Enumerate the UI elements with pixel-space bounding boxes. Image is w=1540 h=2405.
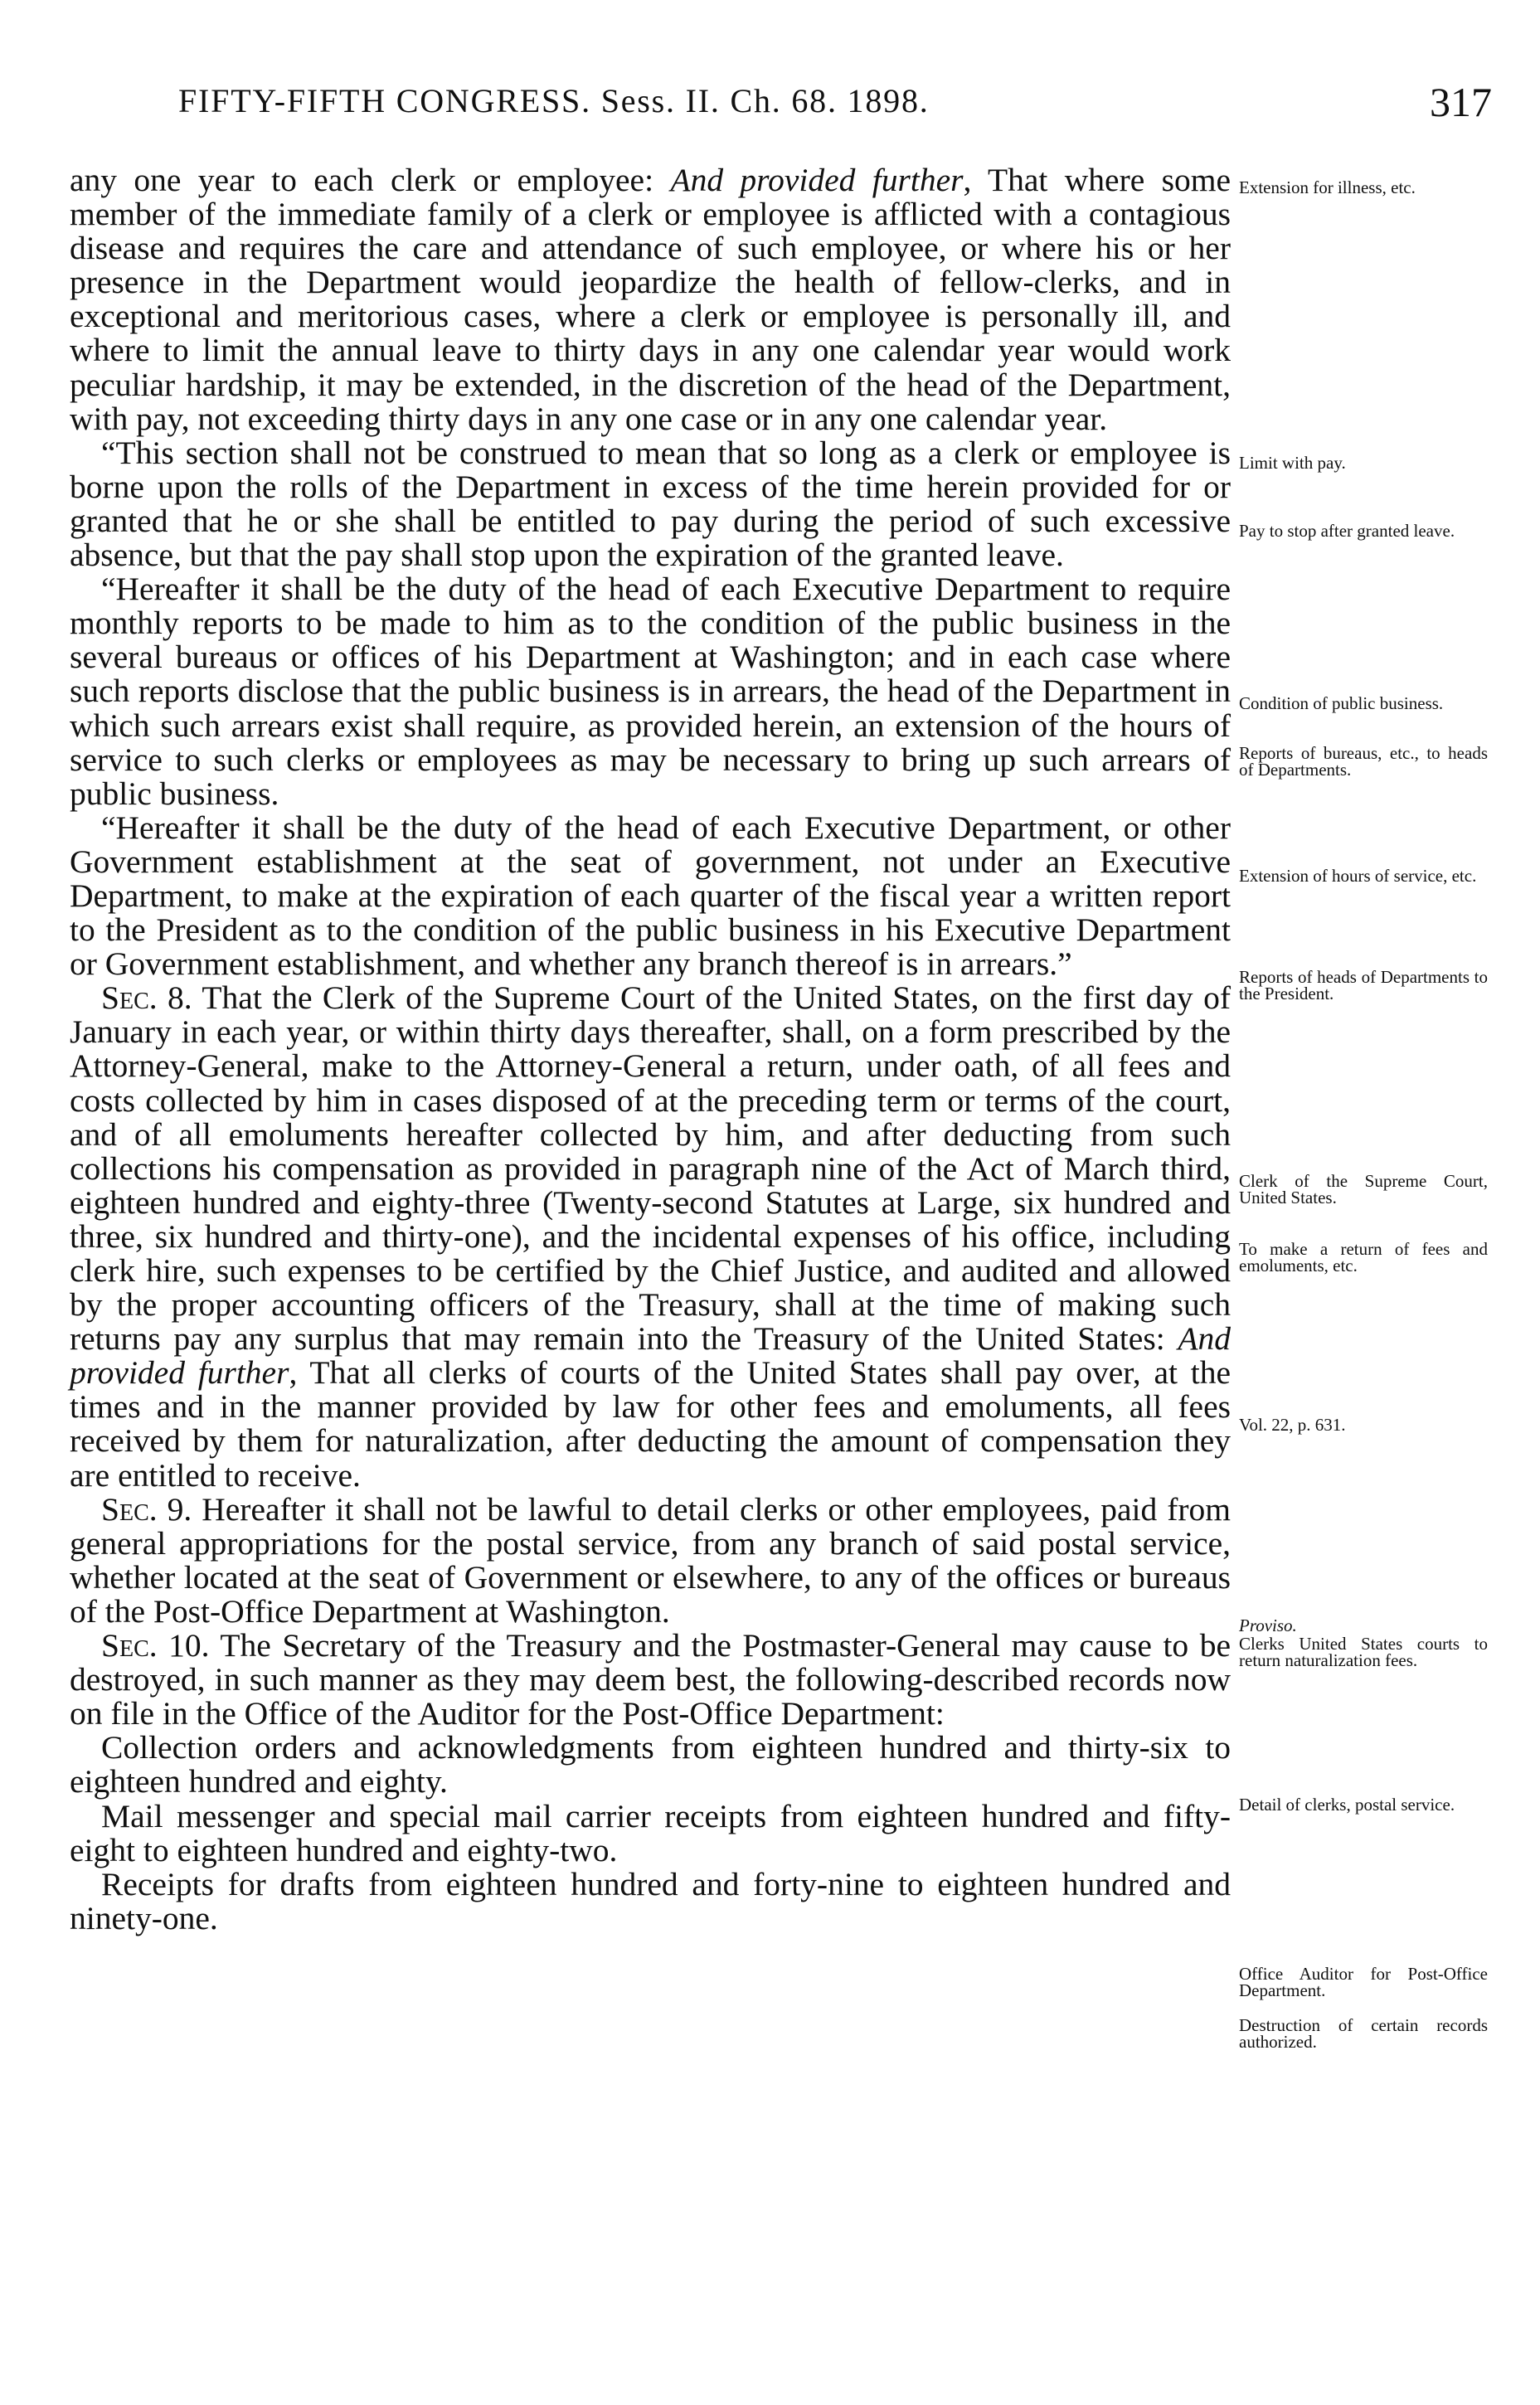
section-10-label: Sec. 10. (101, 1627, 210, 1664)
margin-note: To make a return of fees and emoluments, etc. (1239, 1239, 1488, 1275)
section-8: Sec. 8. That the Clerk of the Supreme Court of the United States, on the first day of January in each year, or within thirty days thereafter, shall, on a form prescribed by the Attorney-General, make to the Attorney-General a return, under oath, of all fees and costs collected by him in cases disposed of at the preceding term or terms of the court, and of all emoluments hereafter collected by him, and after deducting from such collections his compensation as provided in paragraph nine of the Act of March third, eighteen hundred and eighty-three (Twenty-second Statutes at Large, six hundred and three, six hundred and thirty-one), and the incidental expenses of his office, including clerk hire, such expenses to be certified by the Chief Justice, and audited and allowed by the proper accounting officers of the Treasury, shall at the time of making such returns pay any surplus that may remain into the Treasury of the United States: And provided further, That all clerks of courts of the United States shall pay over, at the times and in the manner provided by law for other fees and emoluments, all fees received by them for naturalization, after deducting the amount of compensation they are entitled to receive. (70, 979, 1232, 1494)
margin-note-proviso: Proviso. (1239, 1615, 1297, 1635)
margin-note: Vol. 22, p. 631. (1239, 1415, 1346, 1435)
margin-note: Reports of bureaus, etc., to heads of Departments. (1239, 743, 1488, 780)
header-title: FIFTY-FIFTH CONGRESS. Sess. II. Ch. 68. 1898. (178, 82, 930, 119)
record-item-draft-receipts: Receipts for drafts from eighteen hundred and forty-nine to eighteen hundred and ninety-one. (70, 1865, 1231, 1936)
running-header (0, 81, 1540, 131)
margin-note: Office Auditor for Post-Office Department. (1239, 1964, 1488, 2000)
paragraph-leave-extension: any one year to each clerk or employee: And provided further, That where some member of the immediate family of a clerk or employee is afflicted with a contagious disease and requires the care and attendance of such employee, or where his or her presence in the Department would jeopardize the health of fellow-clerks, and in exceptional and meritorious cases, where a clerk or employee is personally ill, and where to limit the annual leave to thirty days in any one calendar year would work peculiar hardship, it may be extended, in the discretion of the head of the Department, with pay, not exceeding thirty days in any one case or in any one calendar year. (70, 162, 1232, 437)
margin-note: Clerks United States courts to return naturalization fees. (1239, 1634, 1488, 1670)
margin-note: Reports of heads of Departments to the President. (1239, 967, 1488, 1003)
margin-note: Pay to stop after granted leave. (1239, 521, 1455, 541)
body-text (70, 163, 1231, 1936)
paragraph-pay-stop: “This section shall not be construed to mean that so long as a clerk or employee is borne upon the rolls of the Department in excess of the time herein provided for or granted that he or she shall be entitled to pay during the period of such excessive absence, but that the pay shall stop upon the expiration of the granted leave. (70, 434, 1231, 574)
section-8-label: Sec. 8. (101, 979, 192, 1017)
section-9-label: Sec. 9. (101, 1490, 192, 1528)
section-10: Sec. 10. The Secretary of the Treasury and the Postmaster-General may cause to be destroyed, in such manner as they may deem best, the following-described records now on file in the Office of the Auditor for the Post-Office Department: (70, 1627, 1231, 1732)
margin-note: Clerk of the Supreme Court, United States. (1239, 1171, 1488, 1207)
margin-note: Extension of hours of service, etc. (1239, 866, 1477, 886)
record-item-mail-receipts: Mail messenger and special mail carrier receipts from eighteen hundred and fifty-eight to eighteen hundred and eighty-two. (70, 1797, 1231, 1868)
margin-note: Limit with pay. (1239, 453, 1346, 473)
paragraph-quarterly-reports: “Hereafter it shall be the duty of the head of each Executive Department, or other Government establishment at the seat of government, not under an Executive Department, to make at the expiration of each quarter of the fiscal year a written report to the President as to the condition of the public business in his Executive Department or Government establishment, and whether any branch thereof is in arrears.” (70, 809, 1231, 983)
page-number: 317 (1430, 79, 1492, 125)
section-9: Sec. 9. Hereafter it shall not be lawful to detail clerks or other employees, paid from general appropriations for the postal service, from any branch of said postal service, whether located at the seat of Government or elsewhere, to any of the offices or bureaus of the Post-Office Department at Washington. (70, 1490, 1231, 1630)
margin-note: Condition of public business. (1239, 693, 1444, 713)
paragraph-monthly-reports: “Hereafter it shall be the duty of the head of each Executive Department to require monthly reports to be made to him as to the condition of the public business in the several bureaus or offices of his Department at Washington; and in each case where such reports disclose that the public business is in arrears, the head of the Department in which such arrears exist shall require, as provided herein, an extension of the hours of service to such clerks or employees as may be necessary to bring up such arrears of public business. (70, 571, 1231, 812)
record-item-collection-orders: Collection orders and acknowledgments from eighteen hundred and thirty-six to eighteen hundred and eighty. (70, 1729, 1231, 1800)
margin-note: Extension for illness, etc. (1239, 177, 1416, 197)
margin-note: Detail of clerks, postal service. (1239, 1795, 1455, 1815)
margin-note: Destruction of certain records authorized. (1239, 2015, 1488, 2052)
